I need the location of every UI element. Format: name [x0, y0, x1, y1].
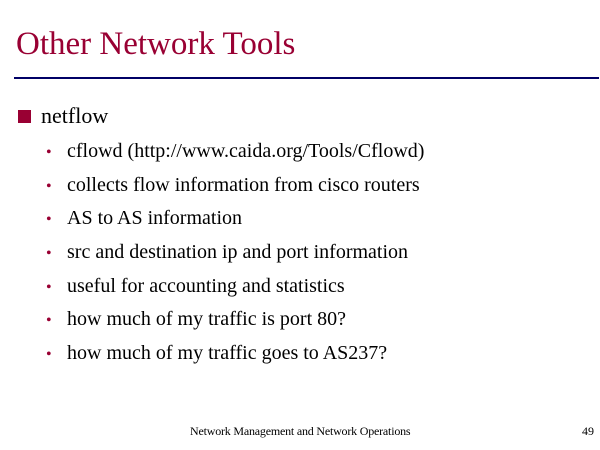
dot-bullet-icon: • [46, 312, 52, 330]
dot-bullet-icon: • [46, 211, 52, 229]
dot-bullet-icon: • [46, 245, 52, 263]
main-bullet-text: netflow [41, 103, 109, 128]
dot-bullet-icon: • [46, 177, 52, 195]
slide-footer [0, 422, 600, 440]
sub-bullet-text: how much of my traffic is port 80? [67, 308, 347, 331]
dot-bullet-icon: • [46, 278, 52, 296]
sub-bullet-text: how much of my traffic goes to AS237? [67, 342, 388, 365]
sub-bullet-text: AS to AS information [67, 207, 243, 230]
square-bullet-icon [18, 110, 31, 123]
sub-bullet-text: src and destination ip and port information [67, 241, 409, 264]
footer-text: Network Management and Network Operations [190, 424, 411, 438]
sub-bullet-text: cflowd (http://www.caida.org/Tools/Cflowd) [67, 140, 425, 162]
sub-bullet-text: useful for accounting and statistics [67, 274, 345, 297]
page-number: 49 [582, 424, 594, 438]
sub-bullet-text: collects flow information from cisco routers [67, 173, 420, 196]
slide-title: Other Network Tools [16, 26, 296, 62]
dot-bullet-icon: • [46, 346, 52, 364]
dot-bullet-icon: • [46, 144, 52, 161]
title-divider [14, 77, 599, 79]
